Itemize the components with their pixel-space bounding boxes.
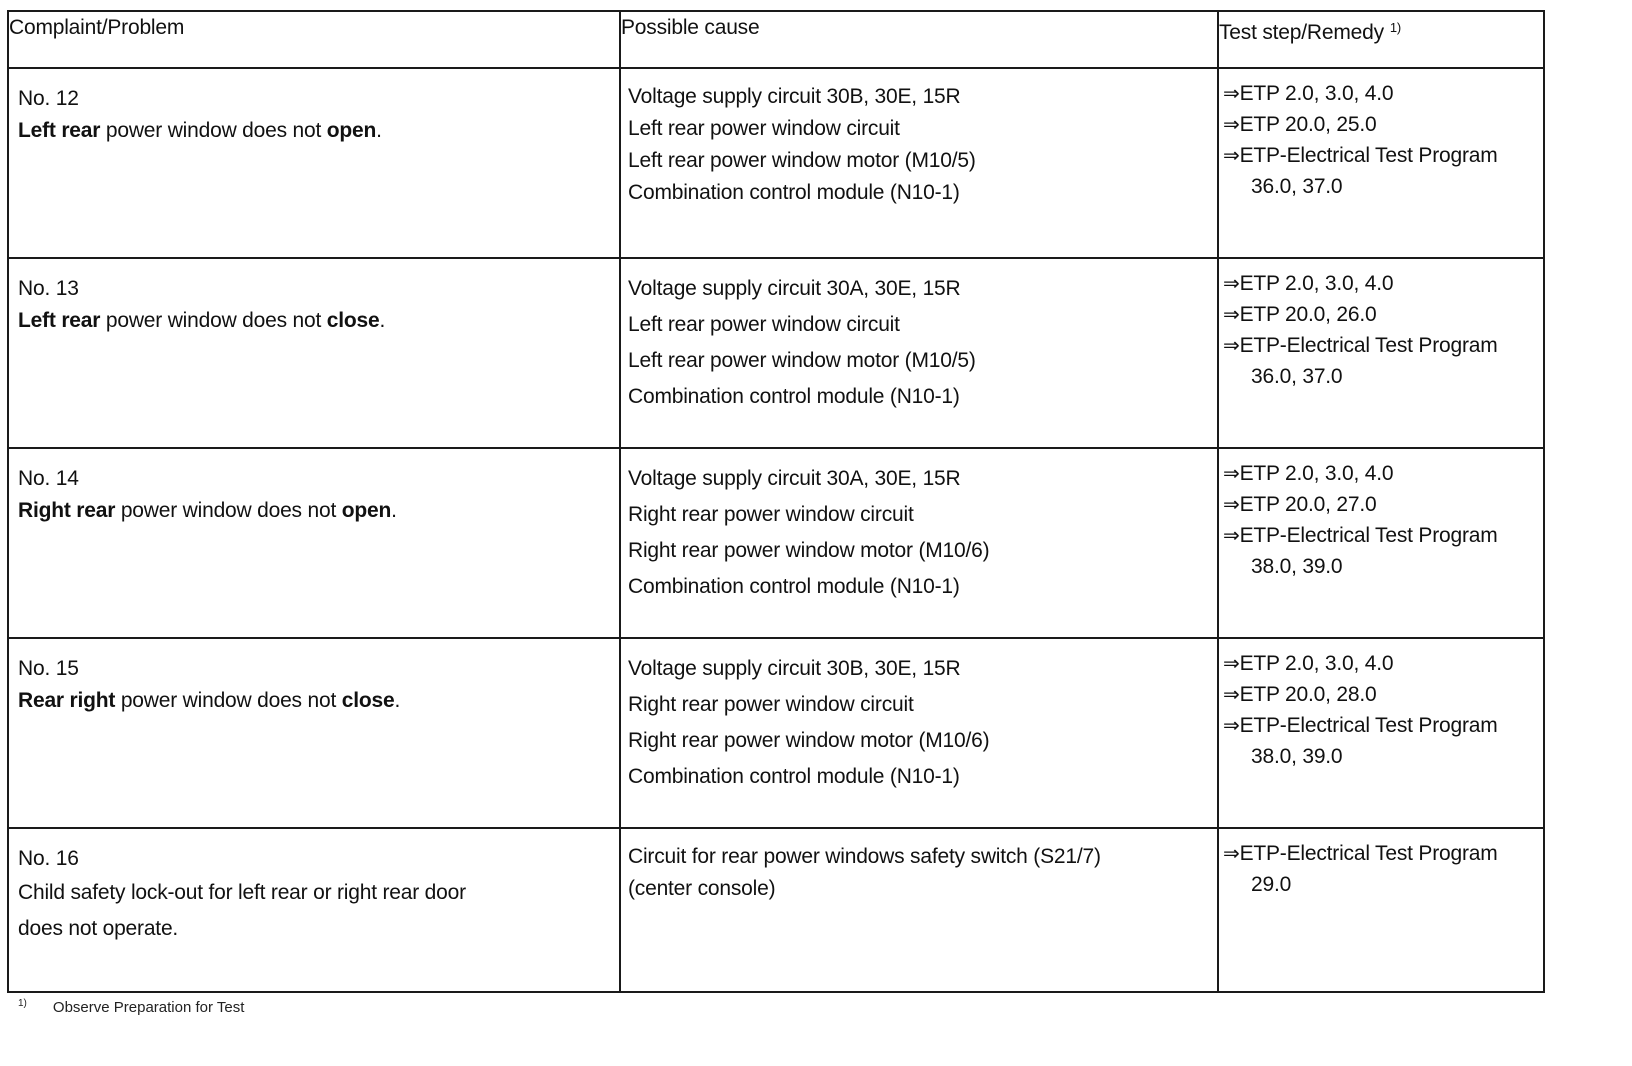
complaint-body: power window does not: [100, 119, 327, 142]
complaint-cell: [8, 258, 620, 448]
arrow-icon: ⇒: [1223, 112, 1240, 136]
remedy-item: [1223, 109, 1543, 140]
cause-item: Right rear power window circuit: [628, 503, 914, 527]
arrow-icon: ⇒: [1223, 333, 1240, 358]
complaint-body: power window does not: [115, 499, 342, 523]
arrow-icon: ⇒: [1223, 461, 1240, 486]
remedy-numbers: 36.0, 37.0: [1251, 365, 1343, 389]
remedy-text: ETP 2.0, 3.0, 4.0: [1239, 462, 1394, 486]
remedy-text: ETP 2.0, 3.0, 4.0: [1239, 82, 1394, 105]
footnote-text: Observe Preparation for Test: [52, 999, 245, 1016]
remedy-cell: [1218, 638, 1544, 828]
complaint-number: No. 15: [18, 657, 79, 681]
remedy-text: ETP 20.0, 26.0: [1239, 303, 1377, 327]
arrow-icon: ⇒: [1223, 523, 1240, 548]
complaint-number: No. 12: [18, 87, 79, 110]
cause-item: Voltage supply circuit 30B, 30E, 15R: [628, 657, 961, 681]
cause-item: Left rear power window circuit: [628, 313, 900, 337]
remedy-item: [1223, 78, 1543, 109]
remedy-text: ETP-Electrical Test Program: [1239, 714, 1498, 738]
complaint-action: open: [326, 119, 377, 142]
cause-item: Combination control module (N10-1): [628, 181, 960, 204]
arrow-icon: ⇒: [1223, 143, 1240, 167]
remedy-item: [1223, 489, 1543, 520]
cause-cell: [620, 638, 1218, 828]
header-remedy-label: Test step/Remedy: [1219, 21, 1384, 44]
remedy-item: [1223, 710, 1543, 741]
complaint-text: does not operate.: [18, 917, 179, 941]
cause-item: Voltage supply circuit 30A, 30E, 15R: [628, 277, 961, 301]
complaint-cell: [8, 638, 620, 828]
complaint-text: [18, 495, 619, 527]
complaint-body: power window does not: [100, 309, 327, 333]
cause-item: Right rear power window motor (M10/6): [628, 729, 990, 753]
cause-item: Circuit for rear power windows safety switch (S21/7): [628, 845, 1101, 869]
remedy-numbers: 38.0, 39.0: [1251, 745, 1343, 769]
arrow-icon: ⇒: [1223, 651, 1240, 676]
complaint-action: close: [326, 309, 380, 333]
arrow-icon: ⇒: [1223, 713, 1240, 738]
complaint-end: .: [379, 309, 386, 333]
arrow-icon: ⇒: [1223, 81, 1240, 105]
remedy-text: ETP 2.0, 3.0, 4.0: [1239, 652, 1394, 676]
arrow-icon: ⇒: [1223, 841, 1240, 866]
table-row: [8, 448, 1544, 638]
table-row: [8, 258, 1544, 448]
remedy-item: [1223, 140, 1543, 171]
remedy-cell: [1218, 258, 1544, 448]
cause-item: Voltage supply circuit 30A, 30E, 15R: [628, 467, 961, 491]
complaint-end: .: [391, 499, 397, 523]
complaint-action: close: [341, 689, 395, 713]
remedy-cell: [1218, 828, 1544, 992]
cause-cell: [620, 828, 1218, 992]
remedy-text: ETP-Electrical Test Program: [1239, 144, 1498, 167]
complaint-action: open: [341, 499, 392, 523]
remedy-cell: [1218, 448, 1544, 638]
cause-item: Left rear power window circuit: [628, 117, 900, 140]
header-complaint: Complaint/Problem: [8, 11, 620, 68]
remedy-item: [1223, 838, 1543, 869]
arrow-icon: ⇒: [1223, 682, 1240, 707]
remedy-cell: [1218, 68, 1544, 258]
remedy-text: ETP-Electrical Test Program: [1239, 334, 1498, 358]
table-row: [8, 68, 1544, 258]
complaint-number: No. 16: [18, 847, 79, 871]
cause-item: Combination control module (N10-1): [628, 765, 960, 789]
complaint-cell: [8, 448, 620, 638]
remedy-text: ETP 2.0, 3.0, 4.0: [1239, 272, 1394, 296]
remedy-item: [1223, 648, 1543, 679]
remedy-item: [1223, 330, 1543, 361]
complaint-text: [18, 305, 619, 337]
cause-item: Right rear power window motor (M10/6): [628, 539, 990, 563]
complaint-body: power window does not: [115, 689, 342, 713]
complaint-end: .: [376, 119, 382, 142]
remedy-item: [1223, 458, 1543, 489]
complaint-end: .: [394, 689, 401, 713]
complaint-subject: Right rear: [18, 499, 116, 523]
complaint-number: No. 13: [18, 277, 79, 301]
remedy-numbers: 29.0: [1251, 873, 1292, 897]
cause-item: Combination control module (N10-1): [628, 575, 960, 599]
arrow-icon: ⇒: [1223, 492, 1240, 517]
header-cause: Possible cause: [620, 11, 1218, 68]
remedy-numbers: 36.0, 37.0: [1251, 175, 1343, 198]
remedy-item: [1223, 679, 1543, 710]
cause-cell: [620, 448, 1218, 638]
cause-item: (center console): [628, 877, 776, 901]
complaint-cell: [8, 828, 620, 992]
complaint-subject: Left rear: [18, 309, 101, 333]
cause-item: Right rear power window circuit: [628, 693, 914, 717]
cause-cell: [620, 258, 1218, 448]
complaint-text: Child safety lock-out for left rear or right rear door: [18, 881, 466, 905]
remedy-item: [1223, 268, 1543, 299]
header-remedy: [1218, 11, 1544, 68]
arrow-icon: ⇒: [1223, 302, 1240, 327]
troubleshooting-table: [7, 10, 1545, 993]
footnote: [18, 998, 244, 1016]
remedy-text: ETP 20.0, 28.0: [1239, 683, 1377, 707]
complaint-number: No. 14: [18, 467, 79, 491]
arrow-icon: ⇒: [1223, 271, 1240, 296]
complaint-subject: Rear right: [18, 689, 116, 713]
remedy-text: ETP 20.0, 27.0: [1239, 493, 1377, 517]
remedy-item: [1223, 299, 1543, 330]
complaint-text: [18, 115, 619, 147]
table-row: [8, 828, 1544, 992]
remedy-text: ETP-Electrical Test Program: [1239, 842, 1498, 866]
footnote-mark: 1): [18, 998, 27, 1009]
remedy-item: [1223, 520, 1543, 551]
complaint-subject: Left rear: [18, 119, 101, 142]
cause-item: Left rear power window motor (M10/5): [628, 349, 976, 373]
complaint-cell: [8, 68, 620, 258]
complaint-text: [18, 685, 619, 717]
cause-cell: [620, 68, 1218, 258]
remedy-text: ETP-Electrical Test Program: [1239, 524, 1498, 548]
remedy-numbers: 38.0, 39.0: [1251, 555, 1343, 579]
cause-item: Combination control module (N10-1): [628, 385, 960, 409]
table-header-row: [8, 11, 1544, 68]
cause-item: Left rear power window motor (M10/5): [628, 149, 976, 172]
remedy-text: ETP 20.0, 25.0: [1239, 113, 1377, 136]
footnote-reference: 1): [1389, 20, 1402, 35]
cause-item: Voltage supply circuit 30B, 30E, 15R: [628, 85, 961, 108]
table-row: [8, 638, 1544, 828]
